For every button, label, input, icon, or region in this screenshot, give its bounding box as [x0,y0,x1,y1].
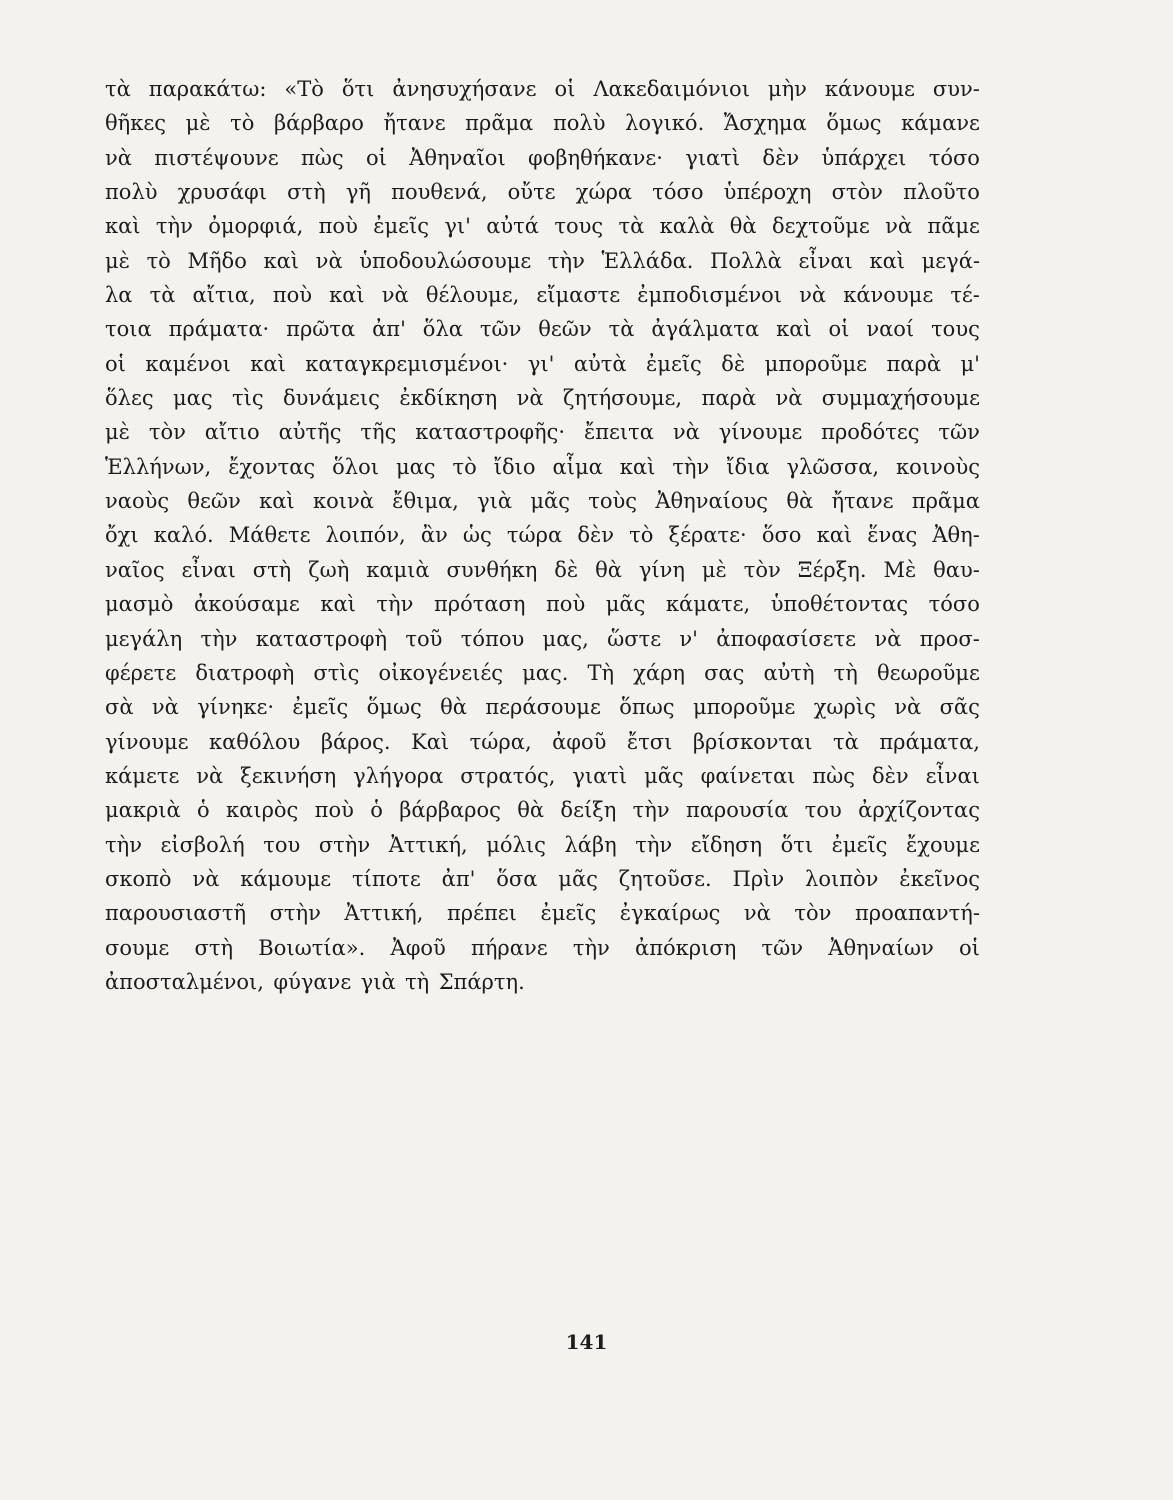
text-line: οἱ καμένοι καὶ καταγκρεμισμένοι· γι' αὐτὰ ἐμεῖς δὲ μποροῦμε παρὰ μ' [105,351,980,376]
text-line: τοια πράματα· πρῶτα ἀπ' ὅλα τῶν θεῶν τὰ ἀγάλματα καὶ οἱ ναοί τους [105,317,980,342]
text-line: λα τὰ αἴτια, ποὺ καὶ νὰ θέλουμε, εἴμαστε ἐμποδισμένοι νὰ κάνουμε τέ- [105,283,980,308]
text-line: σὰ νὰ γίνηκε· ἐμεῖς ὅμως θὰ περάσουμε ὅπως μποροῦμε χωρὶς νὰ σᾶς [105,695,980,720]
text-line: μὲ τὸν αἴτιο αὐτῆς τῆς καταστροφῆς· ἔπειτα νὰ γίνουμε προδότες τῶν [105,420,980,445]
text-line: τὰ παρακάτω: «Τὸ ὅτι ἀνησυχήσανε οἱ Λακεδαιμόνιοι μὴν κάνουμε συν- [105,77,980,101]
page-number: 141 [565,1330,608,1354]
text-line: παρουσιαστῆ στὴν Ἀττική, πρέπει ἐμεῖς ἐγκαίρως νὰ τὸν προαπαντή- [105,901,980,926]
text-line: ναοὺς θεῶν καὶ κοινὰ ἔθιμα, γιὰ μᾶς τοὺς Ἀθηναίους θὰ ἤτανε πρᾶμα [105,489,980,514]
text-line: νὰ πιστέψουνε πὼς οἱ Ἀθηναῖοι φοβηθήκανε· γιατὶ δὲν ὑπάρχει τόσο [105,145,980,170]
text-line: σκοπὸ νὰ κάμουμε τίποτε ἀπ' ὅσα μᾶς ζητοῦσε. Πρὶν λοιπὸν ἐκεῖνος [105,866,980,891]
text-line: ὄχι καλό. Μάθετε λοιπόν, ἂν ὡς τώρα δὲν τὸ ξέρατε· ὅσο καὶ ἕνας Ἀθη- [105,523,980,548]
text-line: καὶ τὴν ὀμορφιά, ποὺ ἐμεῖς γι' αὐτά τους τὰ καλὰ θὰ δεχτοῦμε νὰ πᾶμε [105,214,980,239]
text-line: ὅλες μας τὶς δυνάμεις ἐκδίκηση νὰ ζητήσουμε, παρὰ νὰ συμμαχήσουμε [105,386,980,411]
text-line: ἀποσταλμένοι, φύγανε γιὰ τὴ Σπάρτη. [105,969,525,994]
text-line: τὴν εἰσβολή του στὴν Ἀττική, μόλις λάβη τὴν εἴδηση ὅτι ἐμεῖς ἔχουμε [105,832,980,857]
text-line: γίνουμε καθόλου βάρος. Καὶ τώρα, ἀφοῦ ἔτσι βρίσκονται τὰ πράματα, [105,729,980,754]
text-line: μακριὰ ὁ καιρὸς ποὺ ὁ βάρβαρος θὰ δείξη τὴν παρουσία του ἀρχίζοντας [105,798,980,823]
text-line: σουμε στὴ Βοιωτία». Ἀφοῦ πήρανε τὴν ἀπόκριση τῶν Ἀθηναίων οἱ [105,935,980,960]
text-line: μὲ τὸ Μῆδο καὶ νὰ ὑποδουλώσουμε τὴν Ἑλλάδα. Πολλὰ εἶναι καὶ μεγά- [105,248,980,273]
text-line: πολὺ χρυσάφι στὴ γῆ πουθενά, οὔτε χώρα τόσο ὑπέροχη στὸν πλοῦτο [105,180,980,205]
text-line: κάμετε νὰ ξεκινήση γλήγορα στρατός, γιατὶ μᾶς φαίνεται πὼς δὲν εἶναι [105,763,980,788]
text-line: θῆκες μὲ τὸ βάρβαρο ἤτανε πρᾶμα πολὺ λογικό. Ἄσχημα ὅμως κάμανε [105,111,980,136]
text-line: μεγάλη τὴν καταστροφὴ τοῦ τόπου μας, ὥστε ν' ἀποφασίσετε νὰ προσ- [105,626,980,651]
text-line: μασμὸ ἀκούσαμε καὶ τὴν πρόταση ποὺ μᾶς κάματε, ὑποθέτοντας τόσο [105,592,980,617]
body-text [105,72,980,999]
text-line: ναῖος εἶναι στὴ ζωὴ καμιὰ συνθήκη δὲ θὰ γίνη μὲ τὸν Ξέρξη. Μὲ θαυ- [105,557,980,582]
text-line: φέρετε διατροφὴ στὶς οἰκογένειές μας. Τὴ χάρη σας αὐτὴ τὴ θεωροῦμε [105,660,980,685]
text-line: Ἑλλήνων, ἔχοντας ὅλοι μας τὸ ἴδιο αἷμα καὶ τὴν ἴδια γλῶσσα, κοινοὺς [105,454,980,479]
